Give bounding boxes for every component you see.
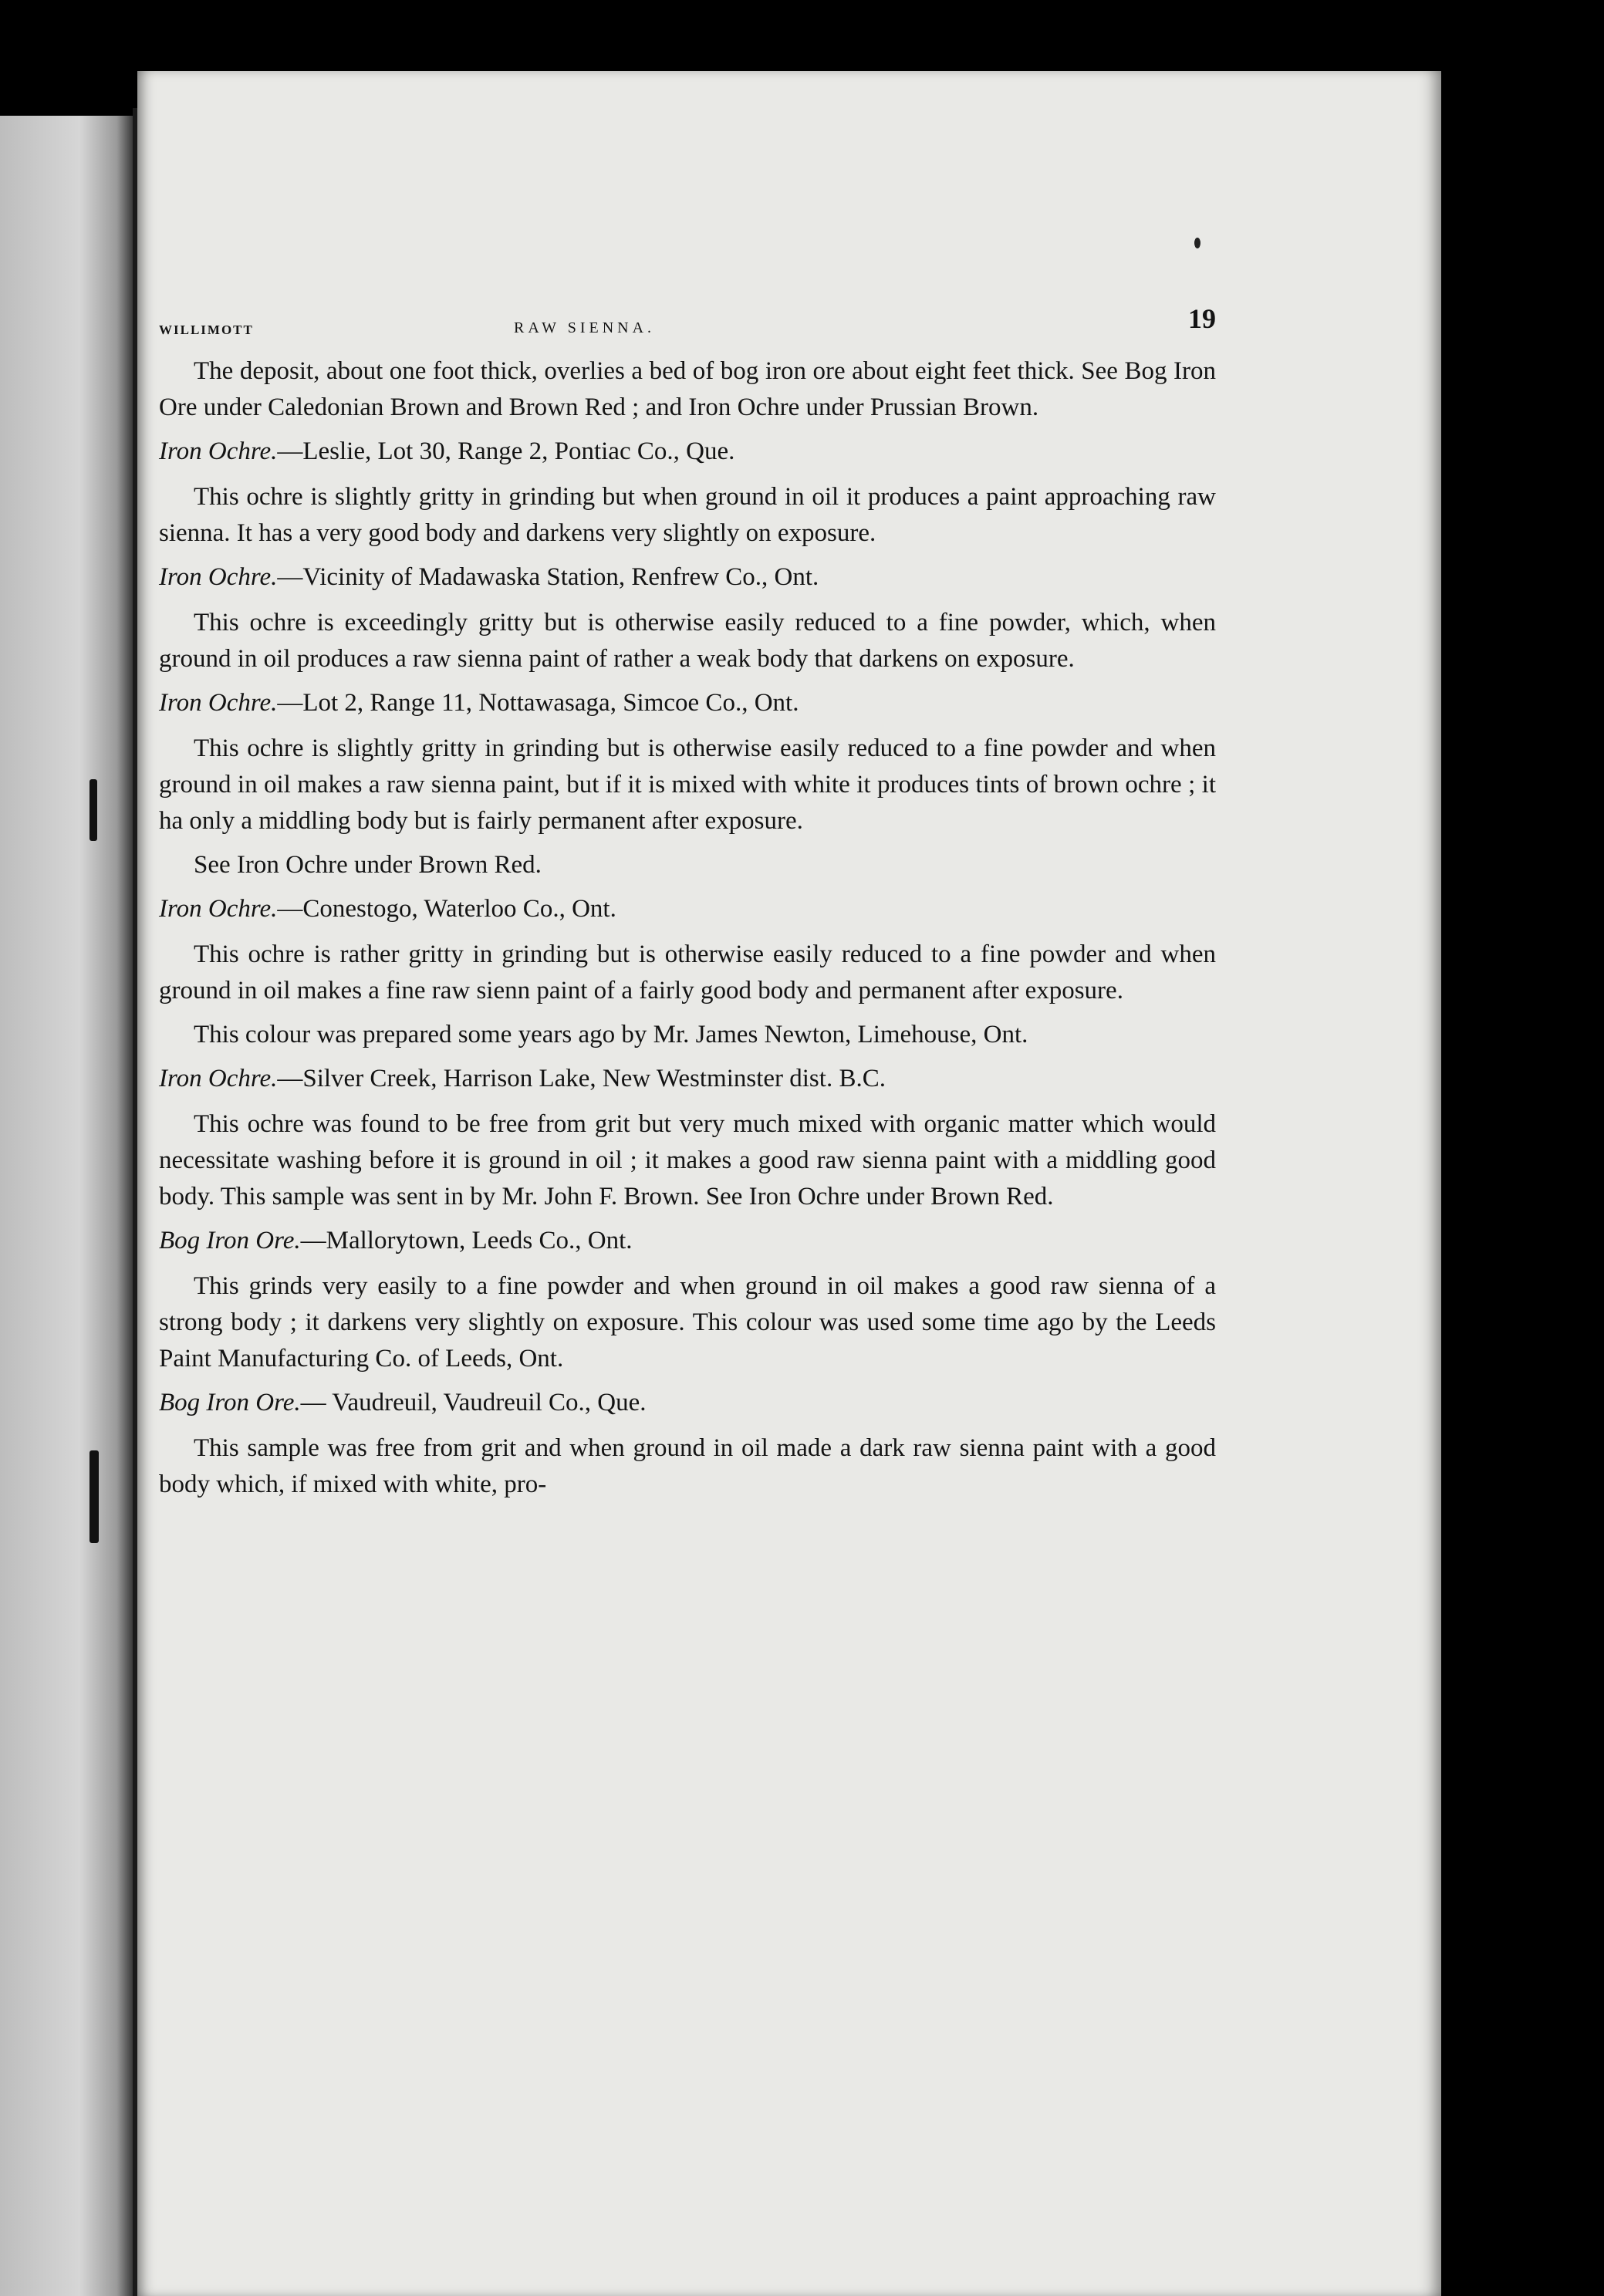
entry-heading-name: Iron Ochre. <box>159 437 278 465</box>
page-number: 19 <box>1188 303 1216 334</box>
entry-heading-location: —Leslie, Lot 30, Range 2, Pontiac Co., Que. <box>277 437 735 465</box>
entry-heading-name: Iron Ochre. <box>159 689 278 717</box>
paragraph: This ochre is exceedingly gritty but is otherwise easily reduced to a fine powder, which, when ground in oil produces a raw sienna paint of rather a weak body that darkens on exposure. <box>159 609 1216 673</box>
entry <box>159 891 1216 1053</box>
paragraph: This ochre is slightly gritty in grinding but when ground in oil it produces a paint approaching raw sienna. It has a very good body and darkens very slightly on exposure. <box>159 483 1216 547</box>
entry-heading-location: — Vaudreuil, Vaudreuil Co., Que. <box>300 1389 647 1416</box>
entry <box>159 1385 1216 1503</box>
paragraph: This colour was prepared some years ago by Mr. James Newton, Limehouse, Ont. <box>194 1021 1028 1048</box>
entry-heading-name: Iron Ochre. <box>159 1065 278 1092</box>
entry-heading-location: —Conestogo, Waterloo Co., Ont. <box>277 895 616 923</box>
entry <box>159 685 1216 883</box>
running-head-title: RAW SIENNA. <box>514 319 656 336</box>
facing-page-edge <box>0 116 133 2296</box>
entry-heading <box>159 891 1216 927</box>
entry-heading <box>159 1223 1216 1259</box>
entry <box>159 353 1216 426</box>
paragraph: This ochre was found to be free from grit but very much mixed with organic matter which would necessitate washing before it is ground in oil ; it makes a good raw sienna paint with a middling good body. This sample was sent in by Mr. John F. Brown. See Iron Ochre under Brown Red. <box>159 1110 1216 1210</box>
entry <box>159 434 1216 552</box>
entry-heading-name: Bog Iron Ore. <box>159 1227 301 1254</box>
entry-heading-name: Iron Ochre. <box>159 563 278 591</box>
entry <box>159 1061 1216 1215</box>
entry-heading <box>159 559 1216 596</box>
page-text <box>159 301 1216 1511</box>
running-head <box>159 301 1216 347</box>
entry <box>159 1223 1216 1377</box>
entry-heading <box>159 1061 1216 1097</box>
paragraph: The deposit, about one foot thick, overlies a bed of bog iron ore about eight feet thick. See Bog Iron Ore under Caledonian Brown and Brown Red ; and Iron Ochre under Prussian Brown. <box>159 357 1216 421</box>
paragraph: This ochre is rather gritty in grinding but is otherwise easily reduced to a fine powder and when ground in oil makes a fine raw sienn paint of a fairly good body and permanent after exposure. <box>159 940 1216 1004</box>
entry <box>159 559 1216 677</box>
binding-mark <box>89 1450 99 1543</box>
binding-mark <box>89 779 97 841</box>
entry-heading-name: Iron Ochre. <box>159 895 278 923</box>
entry-heading-location: —Lot 2, Range 11, Nottawasaga, Simcoe Co., Ont. <box>277 689 799 717</box>
running-head-author: WILLIMOTT <box>159 322 254 337</box>
entry-heading <box>159 434 1216 470</box>
paragraph: See Iron Ochre under Brown Red. <box>194 851 542 879</box>
entry-heading <box>159 1385 1216 1421</box>
entry-heading-location: —Mallorytown, Leeds Co., Ont. <box>300 1227 633 1254</box>
paragraph: This sample was free from grit and when ground in oil made a dark raw sienna paint with a good body which, if mixed with white, pro- <box>159 1434 1216 1498</box>
paragraph: This grinds very easily to a fine powder and when ground in oil makes a good raw sienna of a strong body ; it darkens very slightly on exposure. This colour was used some time ago by the Leeds Paint Manufacturing Co. of Leeds, Ont. <box>159 1272 1216 1373</box>
entry-heading-location: —Silver Creek, Harrison Lake, New Westminster dist. B.C. <box>277 1065 886 1092</box>
entry-heading <box>159 685 1216 721</box>
ink-spot <box>1194 238 1200 248</box>
entry-heading-location: —Vicinity of Madawaska Station, Renfrew Co., Ont. <box>277 563 819 591</box>
entry-heading-name: Bog Iron Ore. <box>159 1389 301 1416</box>
paragraph: This ochre is slightly gritty in grinding but is otherwise easily reduced to a fine powder and when ground in oil makes a raw sienna paint, but if it is mixed with white it produces tints of brown ochre ; it ha only a middling body but is fairly permanent after exposure. <box>159 734 1216 835</box>
